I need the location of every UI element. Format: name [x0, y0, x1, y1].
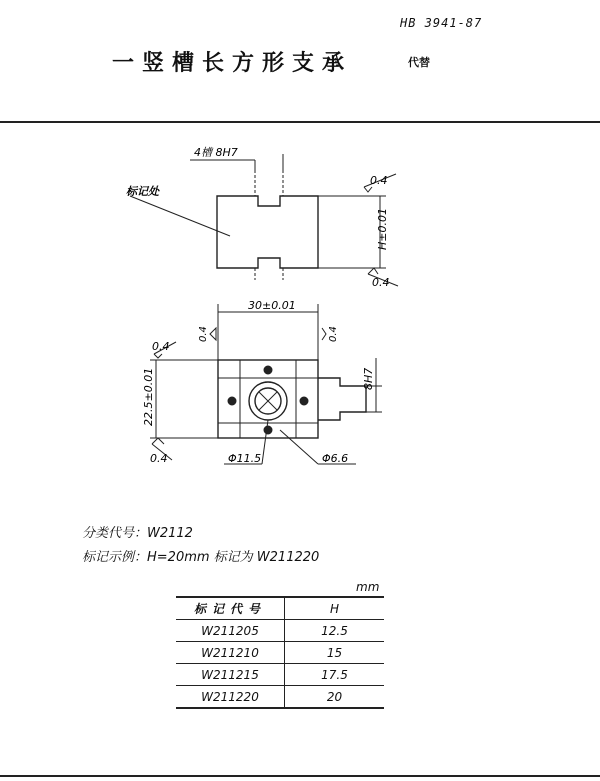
width-dim: 30±0.01	[248, 299, 296, 312]
class-code: 分类代号：W2112	[82, 526, 193, 541]
top-view-outline	[217, 196, 318, 268]
col-header-code: 标记代号	[176, 597, 285, 620]
hole-big-dim: Φ11.5	[228, 452, 262, 465]
col-header-h: H	[285, 597, 385, 620]
spec-table	[176, 596, 384, 709]
bolt-hole-right	[300, 397, 308, 405]
plan-view-drawing	[0, 298, 600, 473]
mark-label: 标记处	[126, 185, 159, 198]
bolt-hole-left	[228, 397, 236, 405]
height-dim: H±0.01	[376, 208, 389, 250]
flat-tol-left-top: 0.4	[198, 326, 209, 342]
cell-h: 15	[285, 642, 385, 664]
bolt-hole-bottom	[264, 426, 272, 434]
hole-small-dim: Φ6.6	[322, 452, 349, 465]
slot-label: 4槽 8H7	[194, 146, 238, 159]
table-row	[176, 642, 384, 664]
cell-h: 20	[285, 686, 385, 709]
top-flat-tol-bottom: 0.4	[372, 276, 390, 289]
cell-code: W211210	[176, 642, 285, 664]
table-header-row	[176, 597, 384, 620]
top-view-drawing	[0, 130, 600, 300]
mark-example: 标记示例：H=20mm 标记为 W211220	[82, 550, 320, 565]
cell-h: 12.5	[285, 620, 385, 642]
document-title: 一竖槽长方形支承	[112, 50, 353, 76]
cell-code: W211205	[176, 620, 285, 642]
table-row	[176, 620, 384, 642]
cell-code: W211220	[176, 686, 285, 709]
standard-number: HB 3941-87	[400, 16, 483, 30]
depth-dim: 22.5±0.01	[142, 367, 155, 426]
flat-tol-bottom: 0.4	[150, 452, 168, 465]
cell-h: 17.5	[285, 664, 385, 686]
footer-divider	[0, 775, 600, 777]
cell-code: W211215	[176, 664, 285, 686]
slot-dim: 8H7	[362, 367, 375, 390]
header-divider	[0, 121, 600, 123]
flat-tol-right-top: 0.4	[328, 326, 339, 342]
table-row	[176, 664, 384, 686]
unit-label: mm	[356, 580, 380, 594]
bolt-hole-top	[264, 366, 272, 374]
flat-tol-left: 0.4	[152, 340, 170, 353]
replaces-label: 代替	[408, 56, 430, 69]
table-row	[176, 686, 384, 709]
top-flat-tol-right: 0.4	[370, 174, 388, 187]
